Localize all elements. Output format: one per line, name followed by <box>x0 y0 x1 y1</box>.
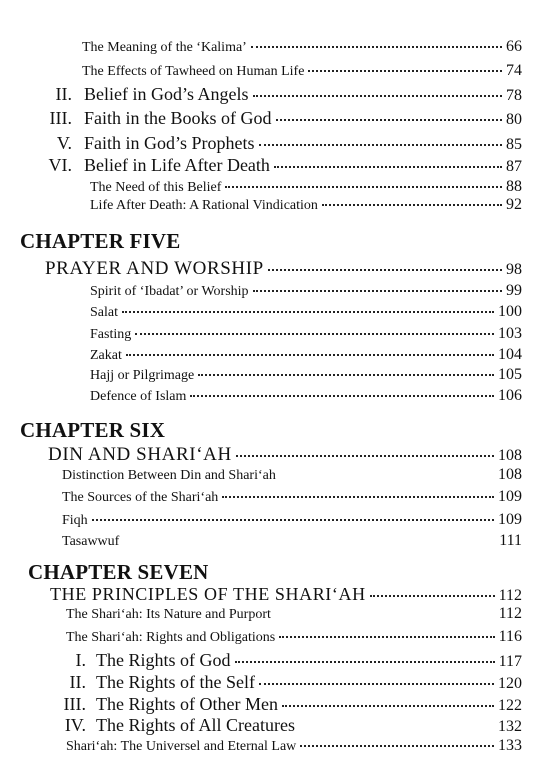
roman-numeral: II. <box>69 672 86 692</box>
toc-entry-title: The Rights of the Self <box>96 672 255 692</box>
toc-entry <box>62 466 522 484</box>
toc-entry-title: Belief in Life After Death <box>84 155 270 175</box>
dot-leader <box>251 46 502 48</box>
roman-numeral: VI. <box>48 155 72 175</box>
dot-leader <box>222 496 494 498</box>
toc-entry-page: 106 <box>498 387 522 404</box>
section-page: 108 <box>498 447 522 464</box>
dot-leader <box>190 395 494 397</box>
toc-entry-title: The Effects of Tawheed on Human Life <box>82 64 305 79</box>
dot-leader <box>280 474 494 476</box>
dot-leader <box>299 726 494 728</box>
toc-entry-title: Defence of Islam <box>90 389 187 404</box>
dot-leader <box>259 144 502 146</box>
dot-leader <box>253 290 502 292</box>
toc-entry-title: Shari‘ah: The Universel and Eternal Law <box>66 739 297 754</box>
toc-entry-title: Faith in God’s Prophets <box>84 133 255 153</box>
toc-entry-page: 109 <box>498 511 522 528</box>
toc-entry <box>30 84 522 105</box>
chapter-heading: CHAPTER SIX <box>20 418 166 442</box>
toc-entry-title: The Rights of God <box>96 650 231 670</box>
toc-entry-page: 111 <box>499 532 522 549</box>
toc-entry-title: The Shari‘ah: Rights and Obligations <box>66 630 276 645</box>
toc-entry <box>90 346 522 364</box>
chapter-heading: CHAPTER FIVE <box>20 229 181 253</box>
toc-entry <box>66 605 522 623</box>
toc-entry-title: The Meaning of the ‘Kalima’ <box>82 40 247 55</box>
toc-section <box>45 258 522 280</box>
toc-entry-page: 120 <box>498 675 522 692</box>
toc-entry <box>66 737 522 755</box>
toc-entry <box>62 488 522 506</box>
dot-leader <box>259 683 494 685</box>
toc-section <box>50 584 522 605</box>
toc-entry-page: 88 <box>506 178 522 195</box>
toc-entry-page: 103 <box>498 325 522 342</box>
toc-entry-page: 117 <box>498 653 522 670</box>
toc-entry-page: 74 <box>506 62 522 79</box>
toc-entry <box>90 196 522 214</box>
dot-leader <box>123 540 495 542</box>
roman-numeral: III. <box>49 108 72 128</box>
toc-entry-page: 99 <box>506 282 522 299</box>
dot-leader <box>282 705 494 707</box>
toc-entry-title: The Rights of All Creatures <box>96 715 295 735</box>
toc-entry-page: 66 <box>506 38 522 55</box>
toc-entry <box>56 694 522 715</box>
toc-entry-title: Belief in God’s Angels <box>84 84 249 104</box>
dot-leader <box>135 333 494 335</box>
toc-entry-page: 87 <box>506 158 522 175</box>
toc-entry <box>62 511 522 529</box>
toc-entry-page: 80 <box>506 111 522 128</box>
section-page: 98 <box>506 261 522 278</box>
toc-entry-page: 132 <box>498 718 522 735</box>
toc-entry-title: The Need of this Belief <box>90 180 222 195</box>
dot-leader <box>279 636 494 638</box>
toc-entry <box>30 155 522 176</box>
roman-numeral: III. <box>63 694 86 714</box>
toc-entry <box>30 108 522 129</box>
dot-leader <box>274 166 502 168</box>
toc-entry-page: 112 <box>498 605 522 622</box>
toc-entry-page: 78 <box>506 87 522 104</box>
toc-entry-page: 100 <box>498 303 522 320</box>
dot-leader <box>198 374 494 376</box>
toc-entry <box>60 650 522 671</box>
toc-entry-title: Fiqh <box>62 513 88 528</box>
section-title: PRAYER AND WORSHIP <box>45 258 264 279</box>
toc-entry-title: Fasting <box>90 327 132 342</box>
section-title: THE PRINCIPLES OF THE SHARI‘AH <box>50 584 366 604</box>
roman-numeral: II. <box>55 84 72 104</box>
toc-entry-title: The Shari‘ah: Its Nature and Purport <box>66 607 271 622</box>
toc-entry <box>90 387 522 405</box>
toc-entry-title: Salat <box>90 305 118 320</box>
dot-leader <box>370 595 495 597</box>
dot-leader <box>122 311 494 313</box>
toc-entry <box>30 133 522 154</box>
toc-entry <box>90 325 522 343</box>
dot-leader <box>225 186 502 188</box>
toc-entry-page: 133 <box>498 737 522 754</box>
toc-entry <box>60 672 522 693</box>
toc-entry-page: 85 <box>506 136 522 153</box>
dot-leader <box>236 455 494 457</box>
toc-entry-page: 105 <box>498 366 522 383</box>
dot-leader <box>322 204 502 206</box>
toc-entry-page: 104 <box>498 346 522 363</box>
toc-entry-title: Distinction Between Din and Shari‘ah <box>62 468 276 483</box>
toc-entry-page: 109 <box>498 488 522 505</box>
dot-leader <box>308 70 502 72</box>
roman-numeral: V. <box>56 133 72 153</box>
chapter-heading: CHAPTER SEVEN <box>28 560 209 584</box>
toc-section <box>48 444 522 466</box>
dot-leader <box>235 661 495 663</box>
dot-leader <box>92 519 494 521</box>
dot-leader <box>253 95 503 97</box>
toc-entry <box>90 178 522 196</box>
dot-leader <box>300 745 494 747</box>
toc-entry-title: The Sources of the Shari‘ah <box>62 490 219 505</box>
toc-entry-title: Tasawwuf <box>62 534 120 549</box>
toc-entry-page: 116 <box>498 628 522 645</box>
roman-numeral: IV. <box>64 715 86 735</box>
toc-entry-title: Spirit of ‘Ibadat’ or Worship <box>90 284 249 299</box>
toc-entry-page: 92 <box>506 196 522 213</box>
toc-entry <box>82 62 522 80</box>
toc-entry-title: Life After Death: A Rational Vindication <box>90 198 318 213</box>
toc-entry-title: Zakat <box>90 348 122 363</box>
dot-leader <box>275 613 495 615</box>
toc-entry <box>90 282 522 300</box>
toc-entry <box>56 715 522 736</box>
toc-entry <box>62 532 522 550</box>
toc-entry-title: The Rights of Other Men <box>96 694 278 714</box>
roman-numeral: I. <box>75 650 86 670</box>
toc-entry <box>90 303 522 321</box>
dot-leader <box>276 119 503 121</box>
toc-entry-title: Hajj or Pilgrimage <box>90 368 195 383</box>
section-page: 112 <box>498 587 522 604</box>
toc-entry-title: Faith in the Books of God <box>84 108 272 128</box>
toc-entry <box>66 628 522 646</box>
toc-entry-page: 108 <box>498 466 522 483</box>
toc-entry <box>82 38 522 56</box>
dot-leader <box>126 354 494 356</box>
toc-entry-page: 122 <box>498 697 522 714</box>
dot-leader <box>268 269 502 271</box>
section-title: DIN AND SHARI‘AH <box>48 444 232 465</box>
toc-entry <box>90 366 522 384</box>
